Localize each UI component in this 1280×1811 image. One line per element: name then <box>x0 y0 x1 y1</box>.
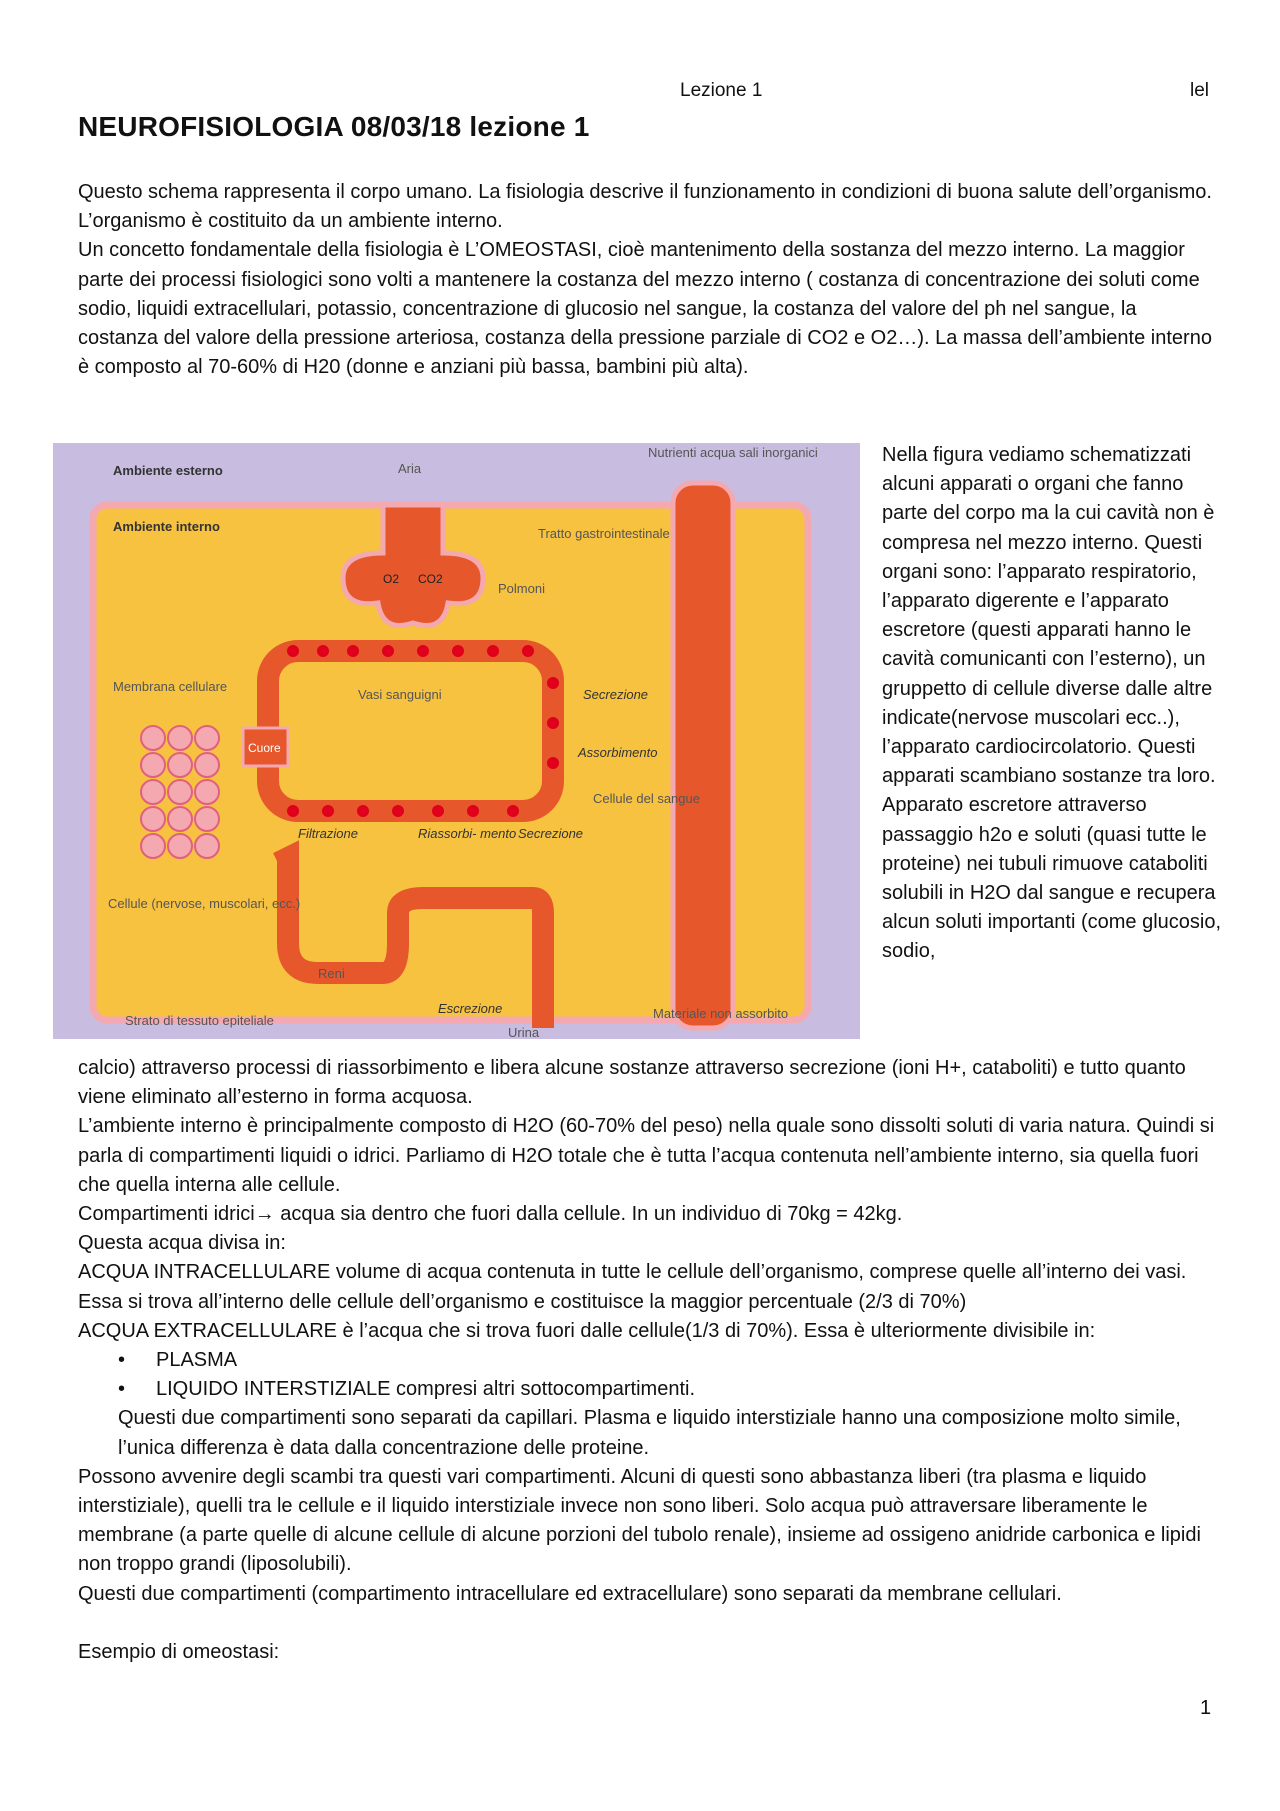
label-materiale: Materiale non assorbito <box>653 1006 789 1021</box>
body-paragraph-10: Esempio di omeostasi: <box>78 1640 280 1663</box>
label-o2: O2 <box>383 572 400 586</box>
label-cellule-sangue: Cellule del sangue <box>593 791 700 806</box>
label-riassorbimento: Riassorbi- mento <box>418 826 517 841</box>
intro-paragraph-2: Un concetto fondamentale della fisiologia è L’OMEOSTASI, cioè mantenimento della sostanza del mezzo interno. La maggior parte dei processi fisiologici sono volti a mantenere la costanza del mezzo interno ( costanza di concentrazione dei soluti come sodio, liquidi extracellulari, potassio, concentrazione di glucosio nel sangue, la costanza del valore del ph nel sangue, la costanza del valore della pressione arteriosa, costanza della pressione parziale di CO2 e O2…). La massa dell’ambiente interno è composto al 70-60% di H20 (donne e anziani più bassa, bambini più alta). <box>78 239 1212 379</box>
label-ambiente-interno: Ambiente interno <box>113 519 220 534</box>
label-urina: Urina <box>508 1025 540 1039</box>
page-title: NEUROFISIOLOGIA 08/03/18 lezione 1 <box>78 111 590 142</box>
body-text <box>78 1054 1228 1667</box>
cellule-cluster <box>141 726 219 858</box>
side-paragraph: Nella figura vediamo schematizzati alcuni apparati o organi che fanno parte del corpo ma la cui cavità non è compresa nel mezzo interno. Questi organi sono: l’apparato respiratorio, l’apparato digerente e l’apparato escretore (questi apparati hanno le cavità comunicanti con l’esterno), un gruppetto di cellule diverse dalle altre indicate(nervose muscolari ecc..), l’apparato cardiocircolatorio. Questi apparati scambiano sostanze tra loro. Apparato escretore attraverso passaggio h2o e soluti (quasi tutte le proteine) nei tubuli rimuove cataboliti solubili in H2O dal sangue e recupera alcun soluti importanti (come glucosio, sodio, <box>882 444 1222 963</box>
label-assorbimento: Assorbimento <box>578 745 658 760</box>
intro-paragraph-1: Questo schema rappresenta il corpo umano. La fisiologia descrive il funzionamento in condizioni di buona salute dell’organismo. L’organismo è costituito da un ambiente interno. <box>78 181 1212 233</box>
body-paragraph-3: Compartimenti idrici→ acqua sia dentro che fuori dalla cellule. In un individuo di 70kg = 42kg. <box>78 1203 903 1226</box>
body-paragraph-6: ACQUA EXTRACELLULARE è l’acqua che si trova fuori dalle cellule(1/3 di 70%). Essa è ulteriormente divisibile in: <box>78 1319 1096 1342</box>
body-diagram-figure <box>53 443 860 1039</box>
compartments-list <box>78 1346 1228 1404</box>
label-aria: Aria <box>398 461 422 476</box>
page-number: 1 <box>1200 1697 1212 1719</box>
intro-section <box>78 178 1218 382</box>
body-paragraph-8: Possono avvenire degli scambi tra questi vari compartimenti. Alcuni di questi sono abbastanza liberi (tra plasma e liquido interstiziale), quelli tra le cellule e il liquido interstiziale invece non sono liberi. Solo acqua può attraversare liberamente le membrane (a parte quelle di alcune cellule di alcune porzioni del tubolo renale), insieme ad ossigeno anidride carbonica e lipidi non troppo grandi (liposolubili). <box>78 1465 1201 1576</box>
list-item-liquido-interstiziale: • LIQUIDO INTERSTIZIALE compresi altri sottocompartimenti. <box>78 1375 1228 1404</box>
body-paragraph-9: Questi due compartimenti (compartimento intracellulare ed extracellulare) sono separati da membrane cellulari. <box>78 1582 1062 1605</box>
label-ambiente-esterno: Ambiente esterno <box>113 463 223 478</box>
body-paragraph-2: L’ambiente interno è principalmente composto di H2O (60-70% del peso) nella quale sono dissolti soluti di varia natura. Quindi si parla di compartimenti liquidi o idrici. Parliamo di H2O totale che è tutta l’acqua contenuta nell’ambiente interno, sia quella fuori che quella interna alle cellule. <box>78 1115 1215 1196</box>
label-secrezione-1: Secrezione <box>583 687 649 702</box>
label-cuore: Cuore <box>248 741 281 755</box>
label-cellule: Cellule (nervose, muscolari, ecc.) <box>108 896 301 911</box>
header-right: lel <box>1190 80 1210 101</box>
tratto-gastrointestinale <box>673 483 733 1028</box>
header-center: Lezione 1 <box>680 80 763 101</box>
label-tratto: Tratto gastrointestinale <box>538 526 670 541</box>
label-nutrienti: Nutrienti acqua sali inorganici <box>648 445 818 460</box>
body-diagram <box>53 443 860 1039</box>
label-escrezione: Escrezione <box>438 1001 503 1016</box>
label-co2: CO2 <box>418 572 443 586</box>
label-reni: Reni <box>318 966 345 981</box>
body-paragraph-1: calcio) attraverso processi di riassorbimento e libera alcune sostanze attraverso secrezione (ioni H+, cataboliti) e tutto quanto viene eliminato all’esterno in forma acquosa. <box>78 1057 1186 1109</box>
side-text <box>882 441 1232 967</box>
label-secrezione-2: Secrezione <box>518 826 584 841</box>
body-paragraph-4: Questa acqua divisa in: <box>78 1232 286 1255</box>
label-vasi: Vasi sanguigni <box>358 687 442 702</box>
label-membrana: Membrana cellulare <box>113 679 228 694</box>
label-polmoni: Polmoni <box>498 581 545 596</box>
label-strato: Strato di tessuto epiteliale <box>125 1013 274 1028</box>
label-filtrazione: Filtrazione <box>298 826 358 841</box>
body-paragraph-5: ACQUA INTRACELLULARE volume di acqua contenuta in tutte le cellule dell’organismo, comprese quelle all’interno dei vasi. Essa si trova all’interno delle cellule dell’organismo e costituisce la maggior percentuale (2/3 di 70%) <box>78 1261 1187 1313</box>
body-paragraph-7: Questi due compartimenti sono separati da capillari. Plasma e liquido interstiziale hanno una composizione molto simile, l’unica differenza è data dalla concentrazione delle proteine. <box>118 1407 1181 1459</box>
list-item-plasma: • PLASMA <box>78 1346 1228 1375</box>
